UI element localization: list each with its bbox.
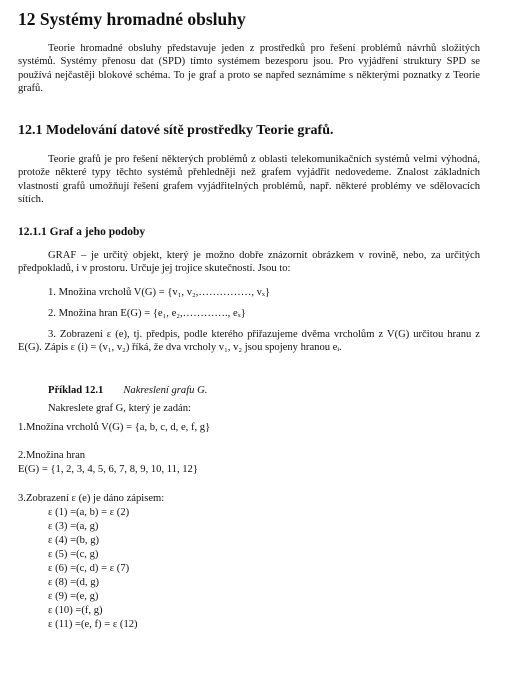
graph-theory-paragraph [18, 153, 480, 206]
example-vertex-set: 1.Množina vrcholů V(G) = {a, b, c, d, e, f, g} [18, 422, 211, 433]
vertex-set-item: 1. Množina vrcholů V(G) = {v₁, v₂,……………, vₓ} [48, 287, 271, 298]
subsection-heading: 12.1.1 Graf a jeho podoby [18, 226, 146, 238]
mapping-row: ε (9) =(e, g) [48, 591, 99, 602]
example-title: Nakreslení grafu G. [123, 385, 208, 396]
intro-paragraph [18, 42, 480, 95]
graph-definition-paragraph [18, 249, 480, 276]
example-label: Příklad 12.1 [48, 385, 104, 396]
mapping-item-text: 3. Zobrazení ε (e), tj. předpis, podle kterého přiřazujeme dvěma vrcholům z V(G) určitou hranu z E(G). Zápis ε (i) = (v₁, v₂) říká, že dva vrcholy v₁, v₂ jsou spojeny hranou eᵢ. [18, 329, 480, 354]
mapping-row: ε (8) =(d, g) [48, 577, 100, 588]
chapter-heading: 12 Systémy hromadné obsluhy [18, 9, 246, 29]
intro-text: Teorie hromadné obsluhy představuje jeden z prostředků pro řešení problémů návrhů složitých systémů. Systémy přenosu dat (SPD) tímto systémem bezesporu jsou. Pro vyjádření struktury SPD se používá nejčastěji blokové schéma. To je graf a proto se napřed seznámíme s některými poznatky z Teorie grafů. [18, 43, 480, 94]
mapping-item [18, 328, 480, 355]
graph-theory-text: Teorie grafů je pro řešení některých problémů z oblasti telekomunikačních systémů velmi výhodná, protože některé typy těchto systémů přehledněji než grafem vyjádřit nedovedeme. Znalost základních vlastností grafů umožňují řešení grafem vyjádřitelných problémů, např. některé problémy ve sdělovacích sítích. [18, 154, 480, 205]
graph-definition-text: GRAF – je určitý objekt, který je možno dobře znázornit obrázkem v rovině, nebo, za určitých předpokladů, i v prostoru. Určuje jej trojice skutečností. Jsou to: [18, 250, 480, 275]
mapping-row: ε (5) =(c, g) [48, 549, 99, 560]
example-task: Nakreslete graf G, který je zadán: [48, 403, 191, 414]
mapping-row: ε (1) =(a, b) = ε (2) [48, 507, 130, 518]
mapping-row: ε (6) =(c, d) = ε (7) [48, 563, 130, 574]
section-heading: 12.1 Modelování datové sítě prostředky Teorie grafů. [18, 123, 334, 138]
example-edge-label: 2.Množina hran [18, 450, 86, 461]
example-header [48, 384, 207, 397]
mapping-row: ε (3) =(a, g) [48, 521, 99, 532]
mapping-row: ε (11) =(e, f) = ε (12) [48, 619, 138, 630]
mapping-row: ε (4) =(b, g) [48, 535, 100, 546]
mapping-row: ε (10) =(f, g) [48, 605, 103, 616]
edge-set-item: 2. Množina hran E(G) = {e₁, e₂,…………., eₓ} [48, 308, 246, 319]
example-edge-set: E(G) = {1, 2, 3, 4, 5, 6, 7, 8, 9, 10, 11, 12} [18, 464, 198, 475]
example-mapping-label: 3.Zobrazení ε (e) je dáno zápisem: [18, 493, 165, 504]
